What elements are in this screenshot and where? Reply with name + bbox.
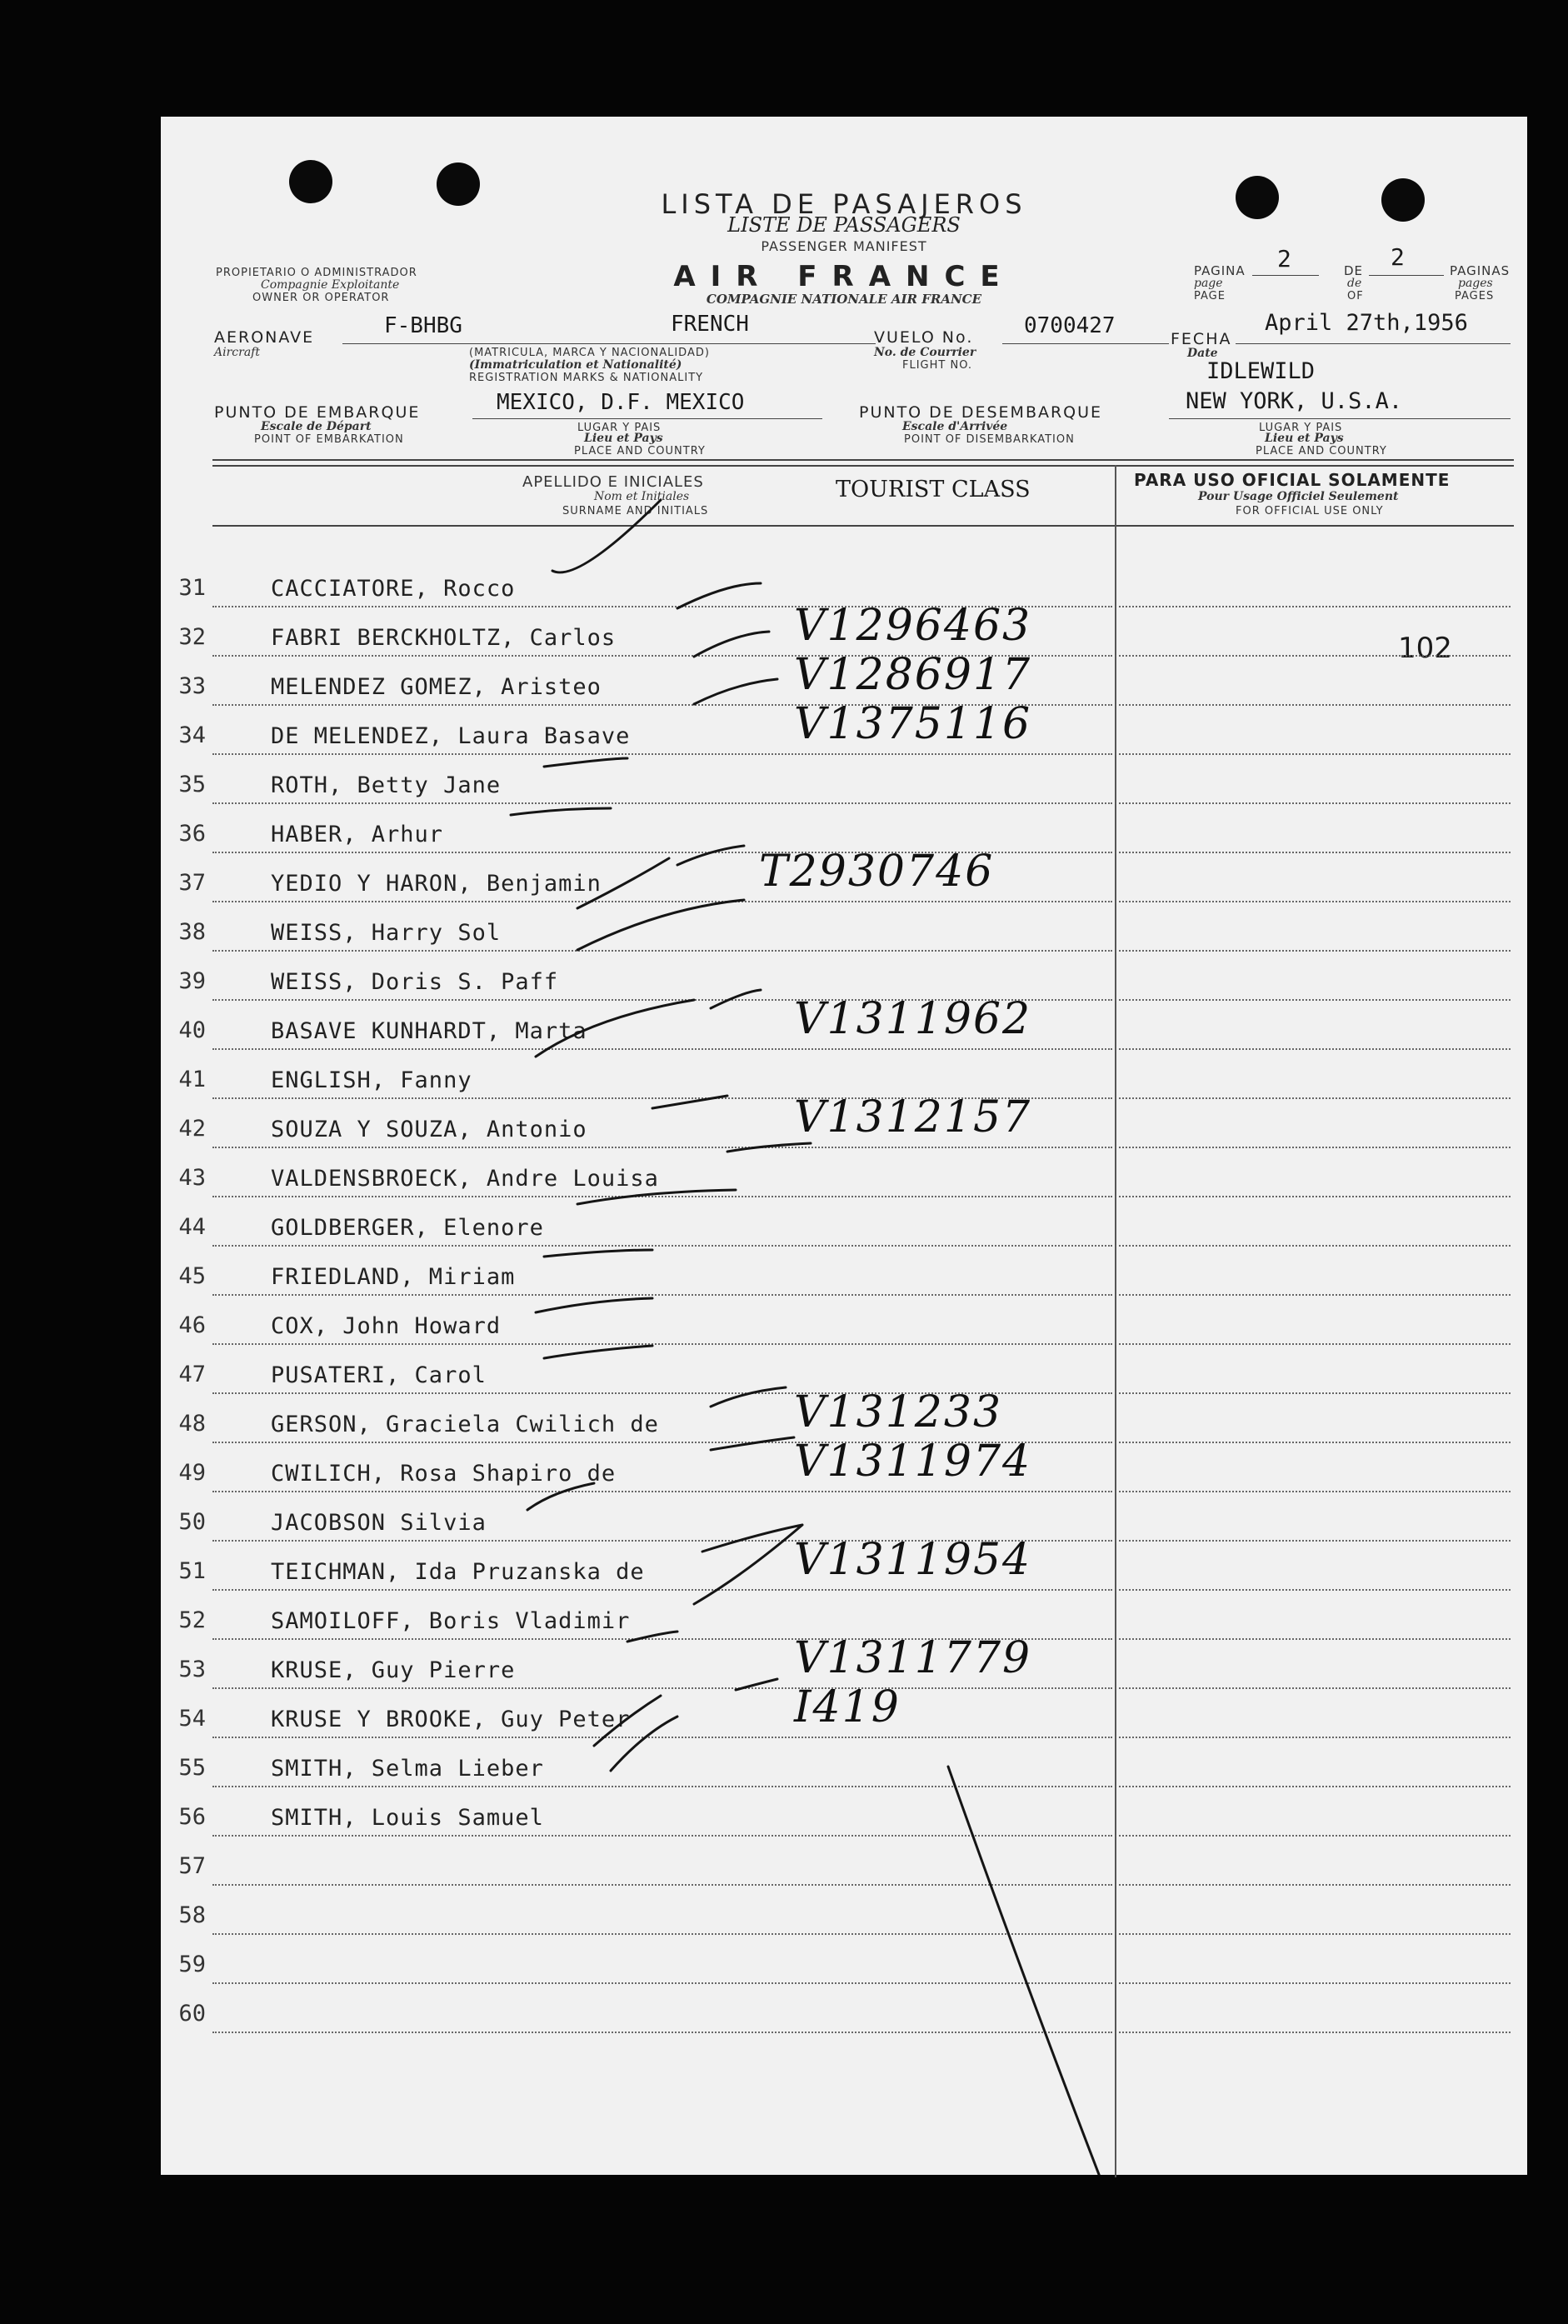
page-label: PAGINA	[1194, 263, 1246, 278]
passenger-name: VALDENSBROECK, Andre Louisa	[271, 1166, 659, 1192]
aircraft-registration: F-BHBG	[384, 313, 462, 338]
row-number: 47	[178, 1362, 206, 1387]
owner-label-fr: Compagnie Exploitante	[261, 278, 400, 292]
row-number: 55	[178, 1755, 206, 1781]
handwritten-marks	[161, 117, 1527, 2175]
row-number: 36	[178, 821, 206, 847]
passenger-name: CACCIATORE, Rocco	[271, 576, 516, 602]
check-mark	[677, 583, 761, 608]
place-label: LUGAR Y PAIS	[1259, 422, 1343, 434]
row-number: 59	[178, 1952, 206, 1977]
disembark-label: PUNTO DE DESEMBARQUE	[859, 403, 1103, 422]
passenger-name: WEISS, Doris S. Paff	[271, 969, 559, 995]
passenger-name: ENGLISH, Fanny	[271, 1067, 472, 1093]
passenger-name: MELENDEZ GOMEZ, Aristeo	[271, 674, 602, 700]
handwritten-visa-number: T2930746	[759, 847, 995, 897]
embark-label: PUNTO DE EMBARQUE	[214, 403, 421, 422]
row-number: 48	[178, 1411, 206, 1437]
of-label-fr: de	[1347, 277, 1362, 290]
page-label-en: PAGE	[1194, 290, 1226, 302]
row-number: 32	[178, 624, 206, 650]
place-label-en: PLACE AND COUNTRY	[574, 445, 706, 457]
check-mark	[711, 1437, 794, 1450]
row-number: 42	[178, 1116, 206, 1142]
passenger-name: SAMOILOFF, Boris Vladimir	[271, 1608, 631, 1634]
passenger-name: SMITH, Selma Lieber	[271, 1756, 544, 1782]
row-number: 31	[178, 575, 206, 601]
pages-label: PAGINAS	[1450, 263, 1511, 278]
row-number: 56	[178, 1804, 206, 1830]
row-number: 51	[178, 1558, 206, 1584]
flight-number: 0700427	[1024, 313, 1116, 338]
official-use-label-en: FOR OFFICIAL USE ONLY	[1236, 505, 1384, 517]
aircraft-label-fr: Aircraft	[214, 346, 260, 359]
check-mark	[594, 1696, 677, 1771]
of-label: DE	[1344, 263, 1364, 278]
passenger-name: DE MELENDEZ, Laura Basave	[271, 723, 631, 749]
airline-subtitle: COMPAGNIE NATIONALE AIR FRANCE	[706, 292, 982, 307]
check-mark	[544, 1250, 652, 1257]
passenger-name: FRIEDLAND, Miriam	[271, 1264, 516, 1290]
check-mark	[577, 1190, 736, 1204]
passenger-name: KRUSE Y BROOKE, Guy Peter	[271, 1707, 631, 1732]
handwritten-visa-number: V1286917	[794, 650, 1032, 700]
check-mark	[677, 846, 744, 865]
passenger-name: TEICHMAN, Ida Pruzanska de	[271, 1559, 645, 1585]
passenger-name: BASAVE KUNHARDT, Marta	[271, 1018, 587, 1044]
names-column-label-fr: Nom et Initiales	[594, 490, 690, 503]
check-mark	[552, 500, 661, 572]
date-label: FECHA	[1171, 330, 1232, 348]
passenger-name: KRUSE, Guy Pierre	[271, 1657, 516, 1683]
handwritten-visa-number: V1375116	[794, 699, 1032, 749]
row-number: 43	[178, 1165, 206, 1191]
check-mark	[727, 1143, 811, 1152]
disembark-label-fr: Escale d'Arrivée	[902, 420, 1008, 433]
official-use-label-fr: Pour Usage Officiel Seulement	[1198, 490, 1399, 503]
page-label-fr: page	[1194, 277, 1223, 290]
check-mark	[527, 1483, 594, 1510]
check-mark	[948, 1767, 1102, 2175]
row-number: 33	[178, 673, 206, 699]
check-mark	[694, 679, 777, 704]
row-number: 50	[178, 1509, 206, 1535]
check-mark	[652, 1096, 727, 1108]
manifest-title-fr: LISTE DE PASSAGERS	[727, 213, 961, 237]
passenger-name: JACOBSON Silvia	[271, 1510, 487, 1536]
registration-label-en: REGISTRATION MARKS & NATIONALITY	[469, 372, 704, 384]
place-label: LUGAR Y PAIS	[577, 422, 662, 434]
handwritten-visa-number: V131233	[794, 1387, 1003, 1437]
passenger-name: CWILICH, Rosa Shapiro de	[271, 1461, 617, 1487]
check-mark	[627, 1632, 677, 1642]
place-label-en: PLACE AND COUNTRY	[1256, 445, 1387, 457]
embark-label-en: POINT OF EMBARKATION	[254, 433, 404, 446]
flight-label: VUELO No.	[874, 328, 974, 347]
passenger-name: PUSATERI, Carol	[271, 1362, 487, 1388]
embark-place: MEXICO, D.F. MEXICO	[497, 390, 745, 415]
check-mark	[736, 1679, 777, 1690]
check-mark	[544, 1346, 652, 1358]
check-mark	[577, 858, 744, 950]
owner-label: PROPIETARIO O ADMINISTRADOR	[216, 267, 417, 279]
check-mark	[694, 632, 769, 657]
row-number: 46	[178, 1312, 206, 1338]
passenger-name: WEISS, Harry Sol	[271, 920, 502, 946]
row-number: 44	[178, 1214, 206, 1240]
handwritten-visa-number: V1311779	[794, 1633, 1032, 1683]
manifest-title-en: PASSENGER MANIFEST	[761, 238, 927, 254]
row-number: 49	[178, 1460, 206, 1486]
row-number: 52	[178, 1607, 206, 1633]
passenger-name: SMITH, Louis Samuel	[271, 1805, 544, 1831]
aircraft-label: AERONAVE	[214, 328, 315, 347]
class-label: TOURIST CLASS	[836, 477, 1031, 502]
row-number: 39	[178, 968, 206, 994]
total-pages: 2	[1391, 243, 1405, 271]
airline-name: AIR FRANCE	[673, 260, 1015, 293]
official-use-label: PARA USO OFICIAL SOLAMENTE	[1134, 470, 1451, 490]
row-number: 45	[178, 1263, 206, 1289]
row-number: 60	[178, 2001, 206, 2027]
row-number: 37	[178, 870, 206, 896]
passenger-name: COX, John Howard	[271, 1313, 502, 1339]
check-mark	[694, 1525, 802, 1604]
registration-label-fr: (Immatriculation et Nationalité)	[469, 358, 682, 372]
handwritten-visa-number: V1311962	[794, 994, 1032, 1044]
handwritten-visa-number: I419	[794, 1682, 901, 1732]
disembark-label-en: POINT OF DISEMBARKATION	[904, 433, 1075, 446]
names-column-label-en: SURNAME AND INITIALS	[562, 505, 709, 517]
row-number: 40	[178, 1017, 206, 1043]
disembark-place: NEW YORK, U.S.A.	[1186, 388, 1403, 414]
page-number: 2	[1277, 245, 1291, 272]
place-label-fr: Lieu et Pays	[584, 432, 663, 445]
flight-date: April 27th,1956	[1265, 310, 1468, 336]
embark-label-fr: Escale de Départ	[261, 420, 372, 433]
disembark-airport: IDLEWILD	[1206, 358, 1316, 384]
passenger-name: YEDIO Y HARON, Benjamin	[271, 871, 602, 897]
of-label-en: OF	[1347, 290, 1364, 302]
handwritten-visa-number: V1311954	[794, 1535, 1032, 1585]
flight-label-en: FLIGHT NO.	[902, 359, 973, 372]
row-number: 54	[178, 1706, 206, 1732]
date-label-fr: Date	[1187, 347, 1218, 360]
passenger-name: GOLDBERGER, Elenore	[271, 1215, 544, 1241]
flight-label-fr: No. de Courrier	[874, 346, 976, 359]
registration-label: (MATRICULA, MARCA Y NACIONALIDAD)	[469, 347, 710, 359]
handwritten-visa-number: V1296463	[794, 601, 1032, 651]
passenger-name: HABER, Arhur	[271, 822, 444, 847]
row-number: 35	[178, 772, 206, 797]
aircraft-nationality: FRENCH	[671, 312, 749, 337]
pages-label-en: PAGES	[1455, 290, 1495, 302]
pages-label-fr: pages	[1458, 277, 1493, 290]
names-column-label: APELLIDO E INICIALES	[522, 473, 704, 491]
row-number: 58	[178, 1902, 206, 1928]
handwritten-visa-number: V1312157	[794, 1092, 1032, 1142]
check-mark	[536, 990, 761, 1057]
official-note: 102	[1398, 632, 1452, 665]
owner-label-en: OWNER OR OPERATOR	[252, 292, 390, 304]
row-number: 38	[178, 919, 206, 945]
place-label-fr: Lieu et Pays	[1265, 432, 1344, 445]
check-mark	[511, 808, 611, 815]
row-number: 41	[178, 1067, 206, 1092]
row-number: 57	[178, 1853, 206, 1879]
manifest-title: LISTA DE PASAJEROS	[661, 188, 1027, 220]
row-number: 53	[178, 1657, 206, 1682]
check-mark	[544, 758, 627, 767]
check-mark	[536, 1298, 652, 1312]
check-mark	[711, 1387, 786, 1407]
handwritten-visa-number: V1311974	[794, 1437, 1032, 1487]
passenger-name: ROTH, Betty Jane	[271, 772, 502, 798]
passenger-name: GERSON, Graciela Cwilich de	[271, 1412, 659, 1437]
row-number: 34	[178, 722, 206, 748]
manifest-page	[161, 117, 1527, 2175]
passenger-name: FABRI BERCKHOLTZ, Carlos	[271, 625, 617, 651]
passenger-name: SOUZA Y SOUZA, Antonio	[271, 1117, 587, 1142]
